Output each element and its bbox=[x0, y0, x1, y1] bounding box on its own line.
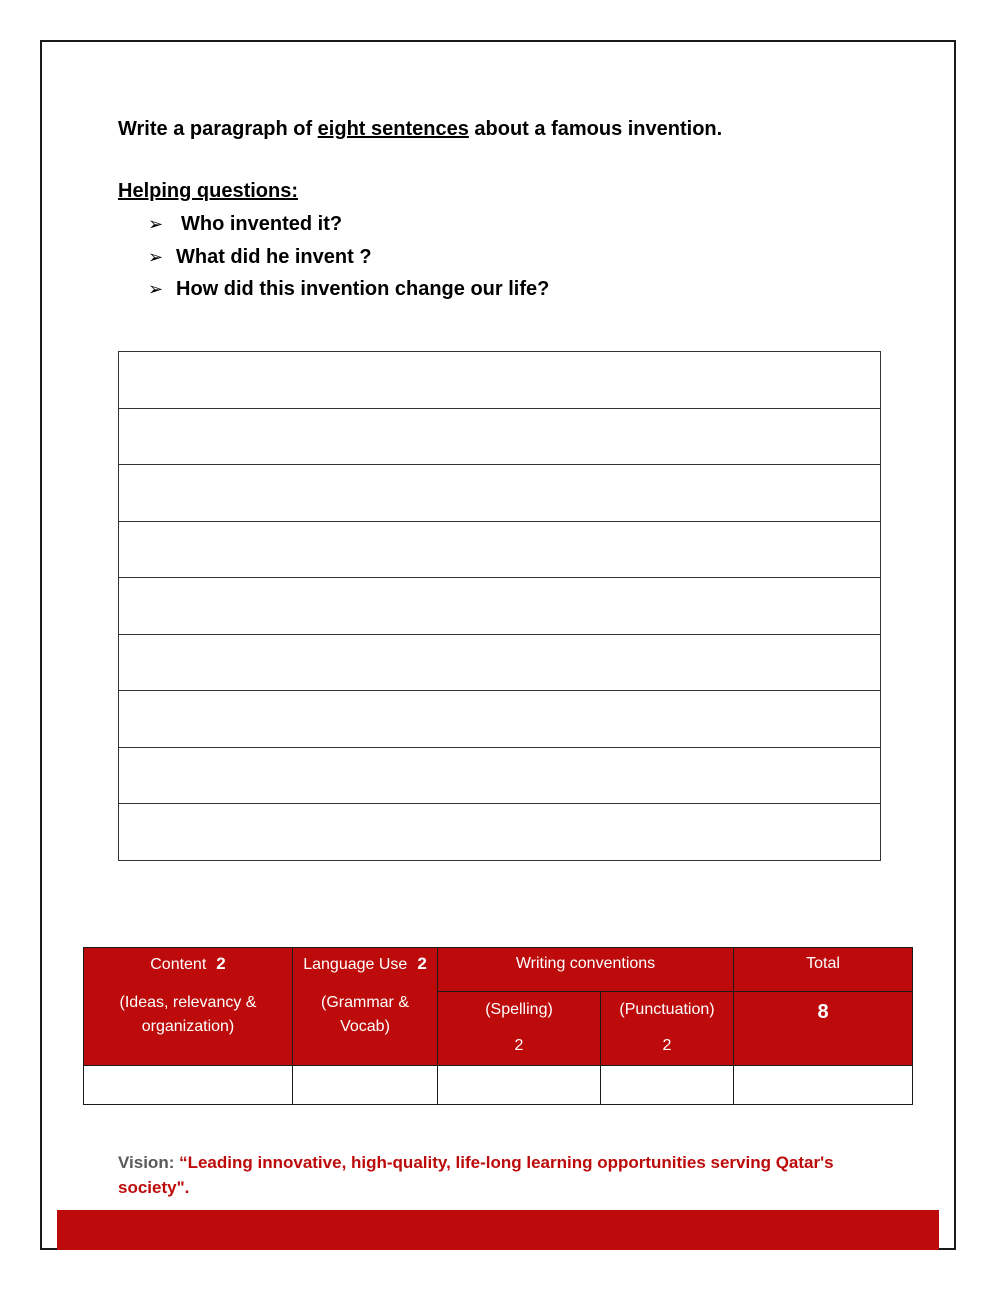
question-item bbox=[148, 273, 549, 306]
writing-lines-table bbox=[118, 351, 881, 861]
rubric-content-cell bbox=[84, 948, 293, 1066]
writing-line-row bbox=[119, 747, 881, 804]
writing-line-row bbox=[119, 578, 881, 635]
vision-statement bbox=[118, 1150, 878, 1200]
rubric-conventions-cell bbox=[438, 948, 734, 992]
question-item bbox=[148, 208, 549, 241]
instruction-after: about a famous invention. bbox=[468, 118, 723, 140]
question-text: How did this invention change our life? bbox=[176, 278, 550, 301]
writing-line[interactable] bbox=[119, 634, 881, 691]
writing-line-row bbox=[119, 408, 881, 465]
rubric-table bbox=[83, 947, 913, 1105]
writing-line-row bbox=[119, 804, 881, 861]
total-label: Total bbox=[806, 955, 840, 972]
helping-questions-title: Helping questions: bbox=[118, 180, 298, 202]
vision-text: “Leading innovative, high-quality, life-long learning opportunities serving Qatar's society". bbox=[118, 1153, 834, 1197]
rubric-total-score-cell bbox=[734, 992, 913, 1066]
writing-line[interactable] bbox=[119, 352, 881, 409]
helping-questions-list bbox=[148, 208, 549, 306]
arrow-bullet-icon: ➢ bbox=[148, 279, 164, 300]
content-description: (Ideas, relevancy & organization) bbox=[119, 994, 257, 1035]
writing-line-row bbox=[119, 521, 881, 578]
punctuation-score: 2 bbox=[662, 1037, 672, 1054]
instruction-text bbox=[118, 118, 722, 141]
writing-line[interactable] bbox=[119, 465, 881, 522]
writing-line[interactable] bbox=[119, 578, 881, 635]
writing-line-row bbox=[119, 634, 881, 691]
content-score: 2 bbox=[216, 954, 226, 973]
arrow-bullet-icon: ➢ bbox=[148, 214, 164, 235]
language-label: Language Use bbox=[303, 956, 408, 973]
conventions-label: Writing conventions bbox=[515, 955, 656, 972]
writing-line-row bbox=[119, 691, 881, 748]
writing-line[interactable] bbox=[119, 691, 881, 748]
writing-line[interactable] bbox=[119, 521, 881, 578]
question-text: Who invented it? bbox=[181, 213, 343, 236]
total-score: 8 bbox=[817, 1001, 829, 1023]
language-description: (Grammar & Vocab) bbox=[321, 994, 409, 1035]
rubric-language-cell bbox=[293, 948, 438, 1066]
rubric-punctuation-cell bbox=[601, 992, 734, 1066]
language-score-input[interactable] bbox=[293, 1066, 438, 1105]
writing-line[interactable] bbox=[119, 804, 881, 861]
spelling-label: (Spelling) bbox=[485, 1001, 553, 1018]
punctuation-score-input[interactable] bbox=[601, 1066, 734, 1105]
instruction-underlined: eight sentences bbox=[317, 118, 469, 140]
instruction-before: Write a paragraph of bbox=[118, 118, 318, 140]
question-text: What did he invent ? bbox=[176, 245, 372, 268]
writing-line[interactable] bbox=[119, 747, 881, 804]
content-label: Content bbox=[150, 956, 207, 973]
footer-bar bbox=[57, 1210, 939, 1250]
writing-line-row bbox=[119, 465, 881, 522]
writing-line-row bbox=[119, 352, 881, 409]
vision-label: Vision: bbox=[118, 1153, 175, 1172]
arrow-bullet-icon: ➢ bbox=[148, 246, 164, 267]
rubric-spelling-cell bbox=[438, 992, 601, 1066]
content-score-input[interactable] bbox=[84, 1066, 293, 1105]
punctuation-label: (Punctuation) bbox=[619, 1001, 715, 1018]
total-score-input[interactable] bbox=[734, 1066, 913, 1105]
rubric-total-cell bbox=[734, 948, 913, 992]
question-item bbox=[148, 241, 549, 274]
spelling-score: 2 bbox=[514, 1037, 524, 1054]
writing-line[interactable] bbox=[119, 408, 881, 465]
language-score: 2 bbox=[417, 954, 427, 973]
spelling-score-input[interactable] bbox=[438, 1066, 601, 1105]
